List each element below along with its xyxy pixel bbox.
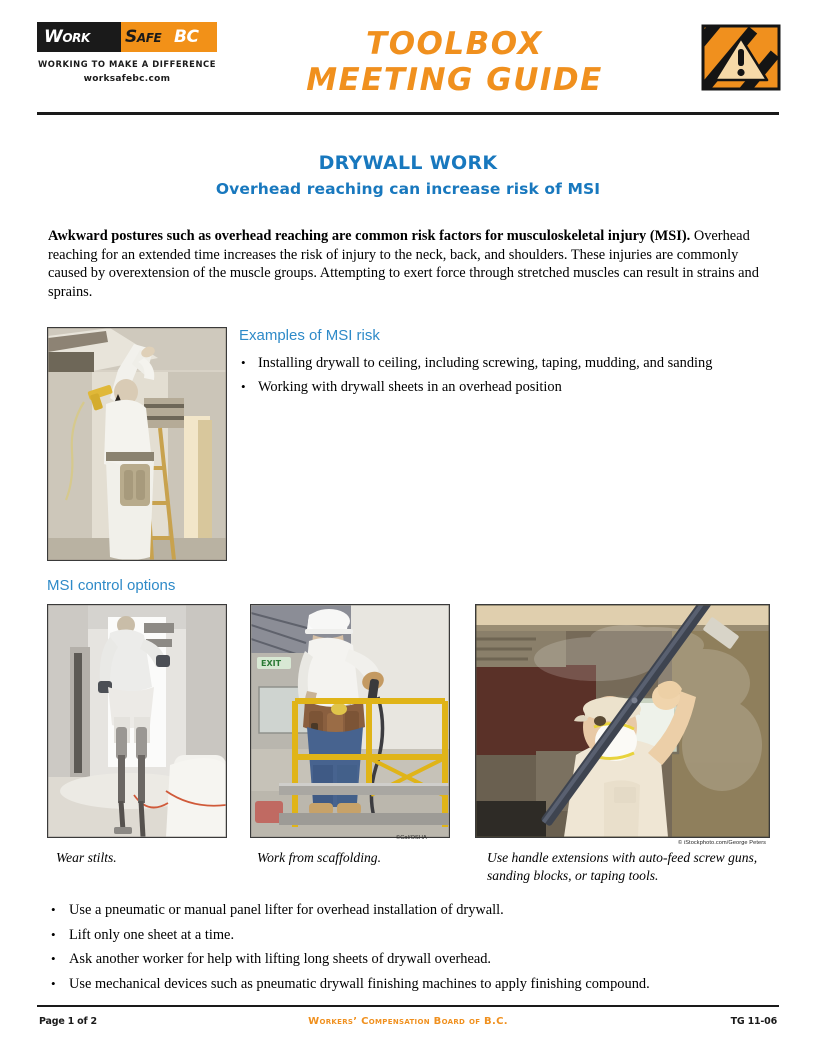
photo-worker-on-stilts <box>47 604 227 838</box>
page-title: DRYWALL WORK <box>318 152 498 174</box>
guide-title-line2: MEETING GUIDE <box>306 62 603 98</box>
caption-extensions: Use handle extensions with auto-feed screw guns, sanding blocks, or taping tools. <box>487 850 758 883</box>
logo-url[interactable]: worksafebc.com <box>83 74 171 84</box>
photo-worker-on-scaffolding <box>250 604 450 838</box>
list-item: • Use mechanical devices such as pneumatic drywall finishing machines to apply finishing compound. <box>48 972 774 997</box>
photo-handle-extension-sanding <box>475 604 770 838</box>
footer-page-number: Page 1 of 2 <box>39 1016 97 1027</box>
intro-paragraph <box>48 227 774 301</box>
page-footer <box>37 1016 779 1036</box>
list-item: • Use a pneumatic or manual panel lifter for overhead installation of drywall. <box>48 898 774 923</box>
photo-overhead-drywall-install <box>47 327 227 561</box>
footer-document-code: TG 11-06 <box>730 1016 777 1027</box>
intro-lead-sentence: Awkward postures such as overhead reaching are common risk factors for musculoskeletal injury (MSI). <box>48 228 691 244</box>
svg-text:EXIT: EXIT <box>261 659 282 668</box>
caption-stilts: Wear stilts. <box>56 850 117 865</box>
logo-word-safe: Safe <box>125 27 162 47</box>
warning-triangle-icon <box>701 24 781 91</box>
logo-word-work: Work <box>44 27 90 47</box>
page-subtitle: Overhead reaching can increase risk of MSI <box>215 180 601 198</box>
logo-wordmark <box>37 22 217 52</box>
list-item: • Working with drywall sheets in an overhead position <box>239 375 774 399</box>
examples-heading: Examples of MSI risk <box>239 327 380 344</box>
worksafebc-logo <box>37 22 217 84</box>
logo-word-bc: BC <box>174 27 199 47</box>
list-item: • Ask another worker for help with lifting long sheets of drywall overhead. <box>48 947 774 972</box>
photo-credit-extensions: © iStockphoto.com/George Peters <box>678 840 767 846</box>
photo-overhead-drywall-install-image <box>48 328 226 560</box>
photo-worker-on-stilts-image <box>48 605 226 837</box>
controls-list <box>48 898 774 996</box>
header-divider <box>37 112 779 115</box>
examples-list <box>239 351 774 399</box>
page-header <box>37 22 779 102</box>
controls-heading: MSI control options <box>47 577 176 594</box>
footer-divider <box>37 1005 779 1007</box>
intro-remaining-text: Overhead reaching for an extended time increases the risk of injury to the neck, back, and shoulders. These injuries are commonly caused by overextension of the muscle groups. Attempting to exert force through stretched muscles can result in strains and sprains. <box>48 228 759 300</box>
footer-organization: Workers’ Compensation Board of B.C. <box>308 1016 508 1027</box>
photo-credit-scaffolding: ©Cal/OSHA <box>396 835 427 841</box>
guide-title-line1: TOOLBOX <box>366 26 543 62</box>
photo-worker-on-scaffolding-image <box>251 605 449 837</box>
logo-tagline: WORKING TO MAKE A DIFFERENCE <box>38 59 216 69</box>
list-item: • Installing drywall to ceiling, including screwing, taping, mudding, and sanding <box>239 351 774 375</box>
guide-title <box>227 26 682 98</box>
list-item: • Lift only one sheet at a time. <box>48 923 774 948</box>
caption-scaffolding: Work from scaffolding. <box>257 850 381 865</box>
photo-handle-extension-sanding-image <box>476 605 769 837</box>
